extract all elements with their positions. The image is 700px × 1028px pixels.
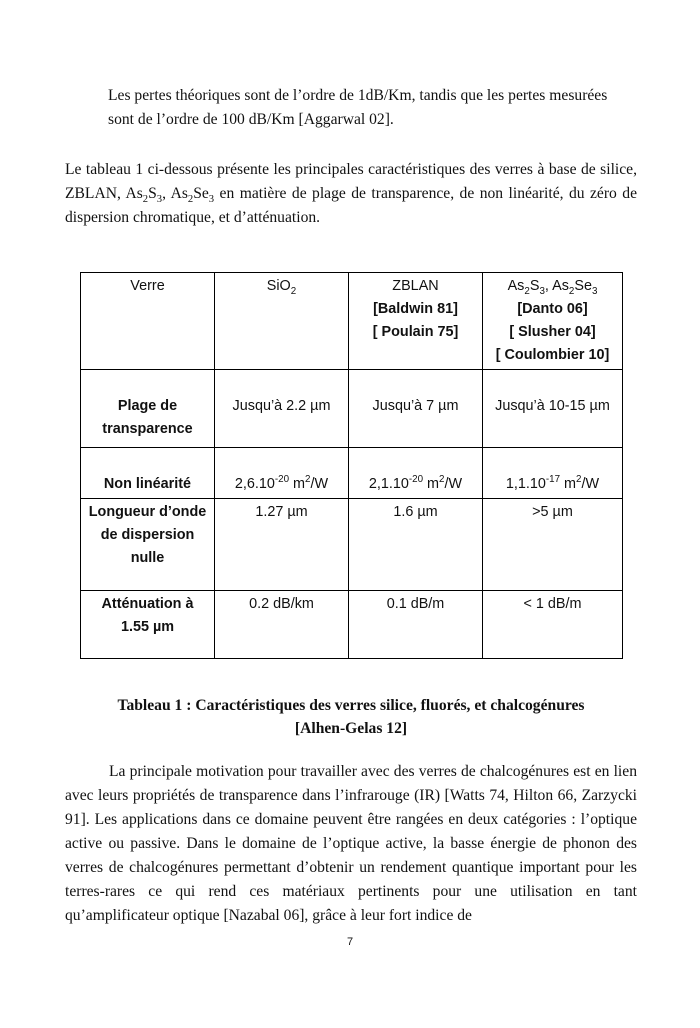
caption-line1: Tableau 1 : Caractéristiques des verres silice, fluorés, et chalcogénures [117,697,585,714]
table-row-dispersion [81,499,623,591]
header-verre: Verre [81,273,215,370]
cell-attenuation-sio2: 0.2 dB/km [215,591,349,659]
cell-attenuation-zblan: 0.1 dB/m [349,591,483,659]
cell-transparence-chalco: Jusqu’à 10-15 µm [483,370,623,448]
cell-dispersion-sio2: 1.27 µm [215,499,349,591]
paragraph-motivation: La principale motivation pour travailler avec des verres de chalcogénures est en lien avec leurs propriétés de transparence dans l’infrarouge (IR) [Watts 74, Hilton 66, Zarzycki 91]. Les applications dans ce domaine peuvent être rangées en deux catégories : l’optique active ou passive. Dans le domaine de l’optique active, la basse énergie de phonon des verres de chalcogénures permettant d’obtenir un rendement quantique important pour les terres-rares ce qui rend ces matériaux pertinents pour une utilisation en tant qu’amplificateur optique [Nazabal 06], grâce à leur fort indice de [65,763,637,924]
row-label-nonlinearite: Non linéarité [81,448,215,499]
row-label-attenuation: Atténuation à 1.55 µm [81,591,215,659]
caption-line2: [Alhen-Gelas 12] [294,720,408,737]
cell-nonlin-zblan: $2,1.10^{-20}$ $m^2/W$ [349,448,483,499]
table-caption [65,694,637,740]
cell-attenuation-chalco: < 1 dB/m [483,591,623,659]
paragraph-losses [108,84,636,132]
page-number: 7 [346,936,354,948]
cell-transparence-sio2: Jusqu’à 2.2 µm [215,370,349,448]
cell-nonlin-chalco: $1,1.10^{-17}$ $m^2/W$ [483,448,623,499]
row-label-transparence: Plage de transparence [81,370,215,448]
header-chalcogenide: $As_2S_3$, $As_2Se_3$ [Danto 06] [ Slusher 04] [ Coulombier 10] [483,273,623,370]
paragraph-table-intro: Le tableau 1 ci-dessous présente les principales caractéristiques des verres à base de silice, ZBLAN, $As_2S_3$, $As_2Se_3$ en matière de plage de transparence, de non linéarité, du zéro de dispersion chromatique, et d’atténuation. [65,161,638,226]
paragraph-losses-line2: sont de l’ordre de 100 dB/Km [Aggarwal 02]. [108,111,394,128]
table-row-nonlinearite [81,448,623,499]
cell-transparence-zblan: Jusqu’à 7 µm [349,370,483,448]
table-row-attenuation [81,591,623,659]
header-zblan: ZBLAN [Baldwin 81] [ Poulain 75] [349,273,483,370]
glass-characteristics-table [80,272,623,659]
row-label-dispersion: Longueur d’onde de dispersion nulle [81,499,215,591]
table-row-transparence [81,370,623,448]
cell-dispersion-chalco: >5 µm [483,499,623,591]
cell-dispersion-zblan: 1.6 µm [349,499,483,591]
cell-nonlin-sio2: $2,6.10^{-20}$ $m^2/W$ [215,448,349,499]
paragraph-losses-line1: Les pertes théoriques sont de l’ordre de 1dB/Km, tandis que les pertes mesurées [108,87,608,104]
header-sio2: SiO$_2$ [215,273,349,370]
table-header-row [81,273,623,370]
